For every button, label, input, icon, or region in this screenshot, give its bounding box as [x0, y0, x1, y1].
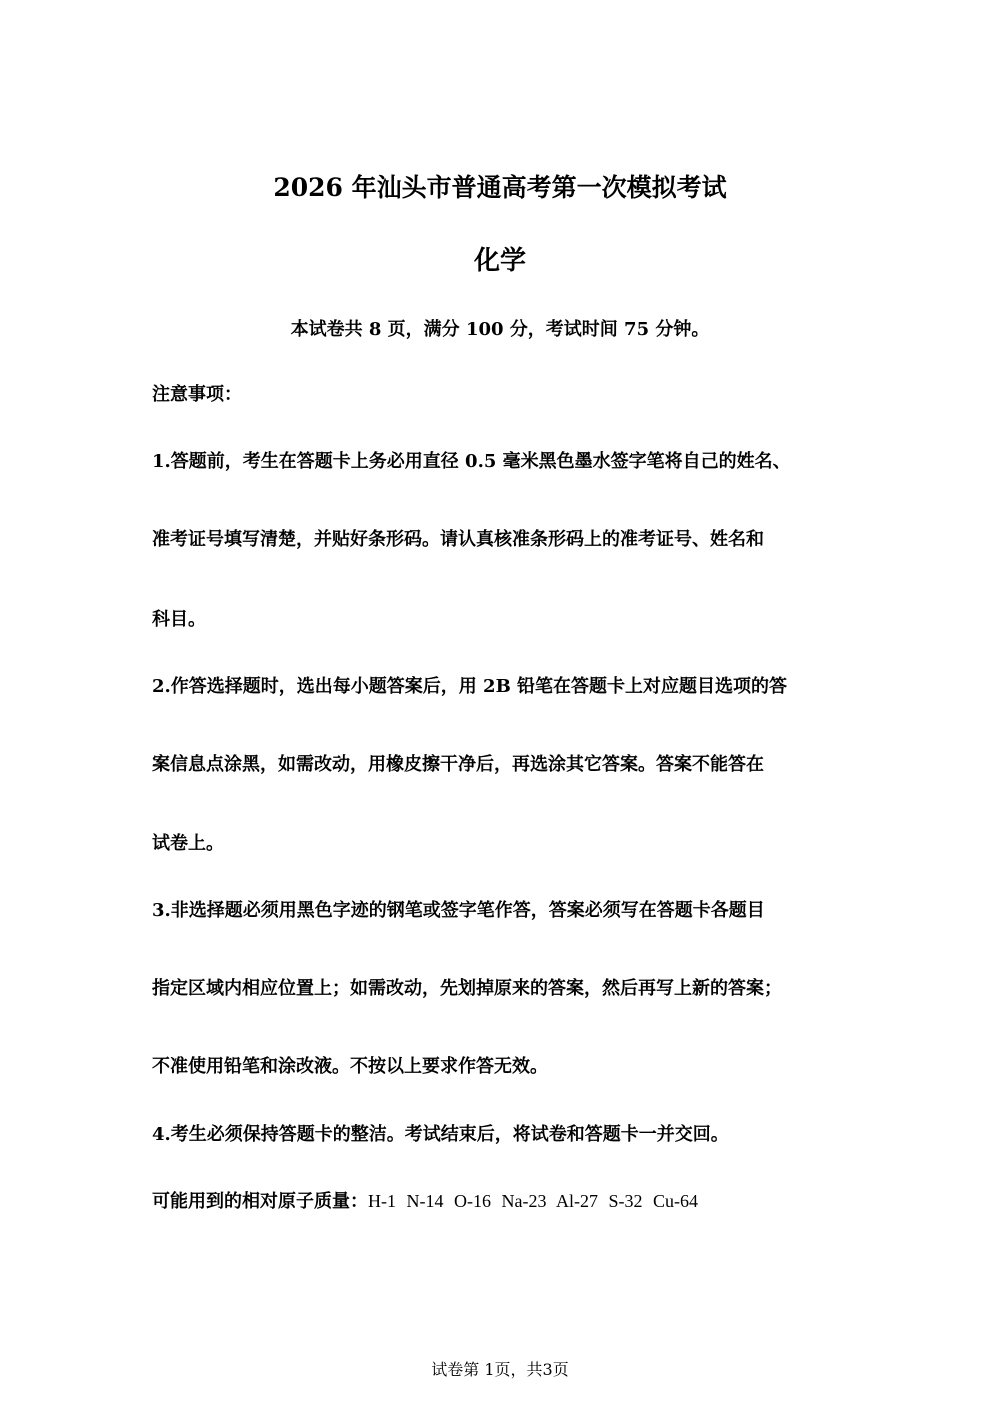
notice-line: 3.非选择题必须用黑色字迹的钢笔或签字笔作答，答案必须写在答题卡各题目: [152, 900, 765, 921]
notice-line: 准考证号填写清楚，并贴好条形码。请认真核准条形码上的准考证号、姓名和: [152, 529, 764, 550]
notice-line: 试卷上。: [152, 833, 224, 854]
exam-info: 本试卷共 8 页，满分 100 分，考试时间 75 分钟。: [290, 319, 710, 340]
subject-title: 化学: [473, 246, 526, 276]
atomic-masses-values: H-1 N-14 O-16 Na-23 Al-27 S-32 Cu-64: [368, 1191, 698, 1211]
atomic-masses-label: 可能用到的相对原子质量：: [152, 1191, 368, 1212]
notice-line: 科目。: [152, 609, 206, 630]
notice-line: 案信息点涂黑，如需改动，用橡皮擦干净后，再选涂其它答案。答案不能答在: [152, 754, 764, 775]
notice-line: 指定区域内相应位置上；如需改动，先划掉原来的答案，然后再写上新的答案；: [152, 978, 782, 999]
atomic-masses: [152, 1190, 698, 1213]
notice-line: 2.作答选择题时，选出每小题答案后，用 2B 铅笔在答题卡上对应题目选项的答: [152, 676, 788, 697]
page-footer: 试卷第 1页，共3页: [431, 1360, 569, 1379]
notice-line: 4.考生必须保持答题卡的整洁。考试结束后，将试卷和答题卡一并交回。: [152, 1124, 729, 1145]
notice-line: 不准使用铅笔和涂改液。不按以上要求作答无效。: [152, 1056, 548, 1077]
notice-heading: 注意事项：: [152, 384, 242, 405]
exam-title: 2026 年汕头市普通高考第一次模拟考试: [273, 173, 727, 202]
notice-line: 1.答题前，考生在答题卡上务必用直径 0.5 毫米黑色墨水签字笔将自己的姓名、: [152, 451, 791, 472]
